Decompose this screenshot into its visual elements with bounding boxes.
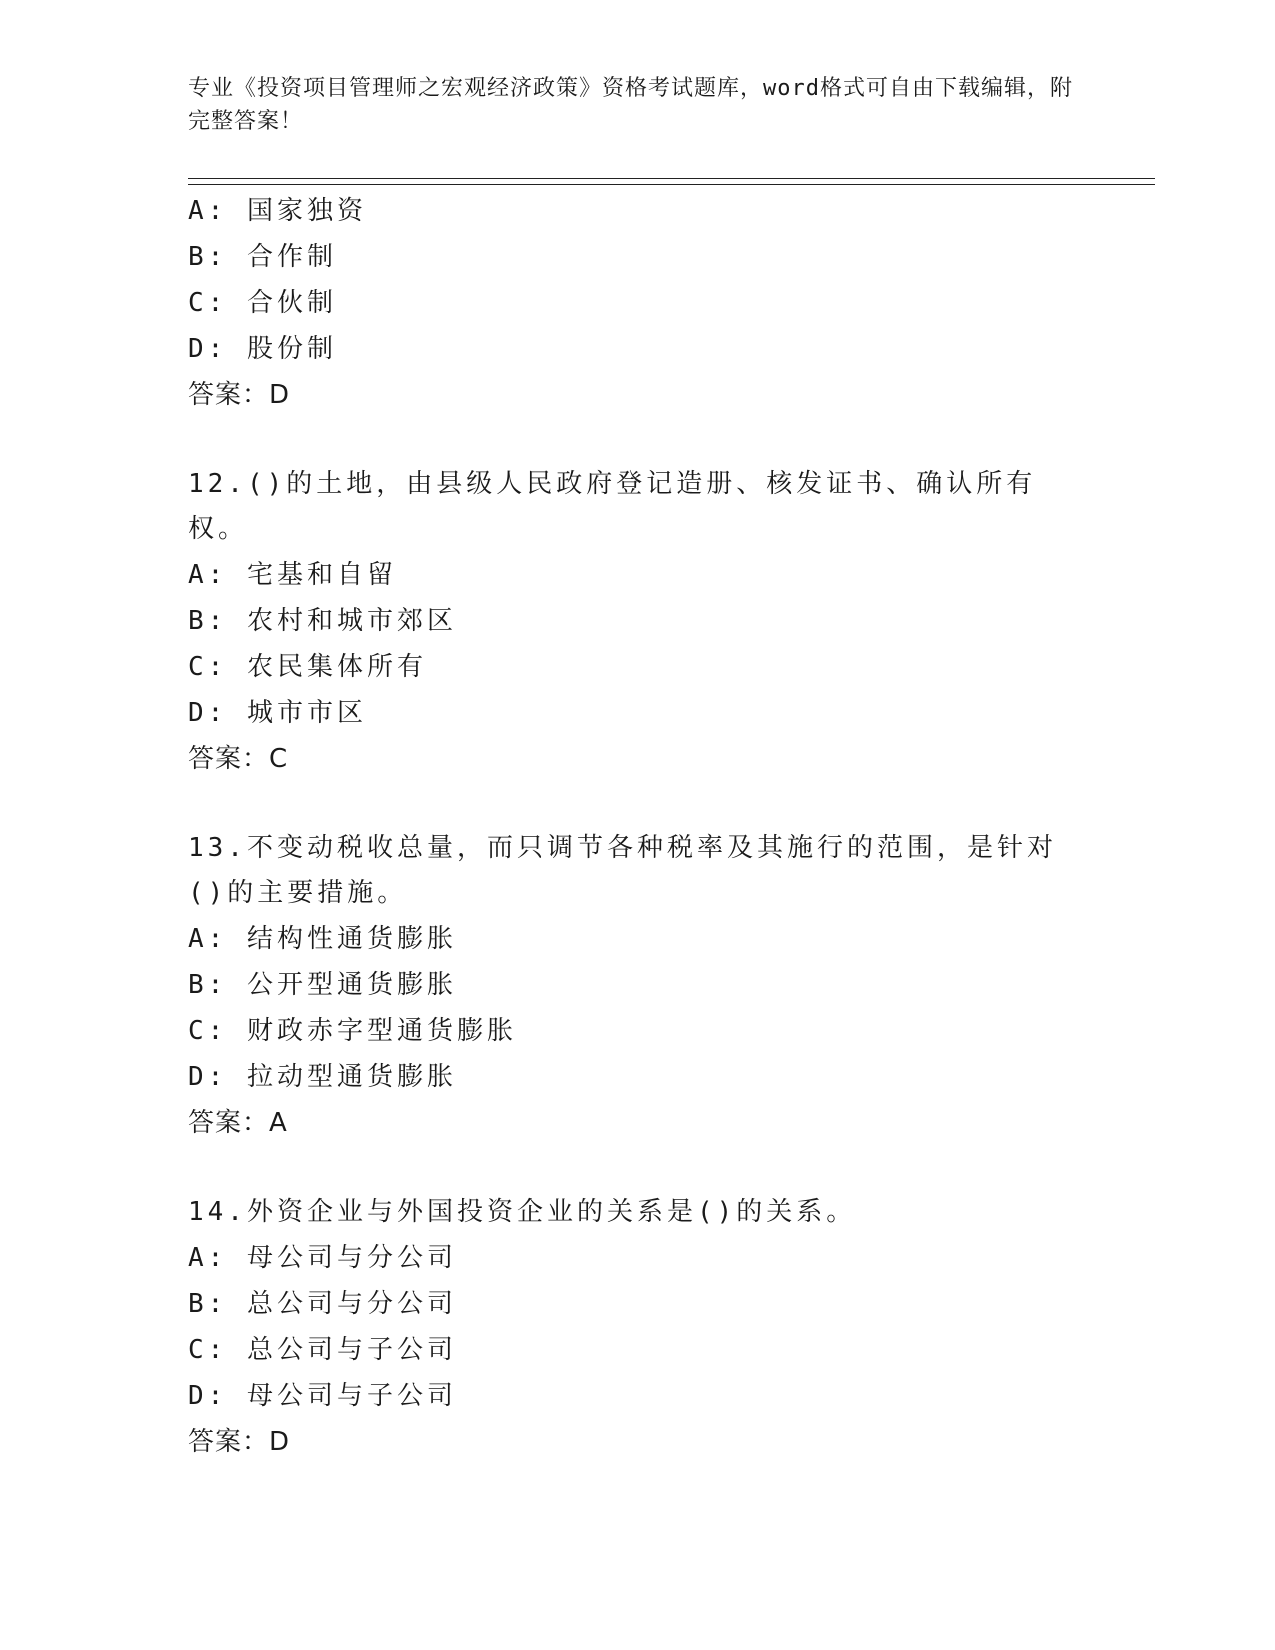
spacer xyxy=(188,782,1088,826)
header-divider xyxy=(188,178,1155,185)
option-a: A: 宅基和自留 xyxy=(188,560,397,590)
option-c: C: 农民集体所有 xyxy=(188,652,427,682)
option-b: B: 公开型通货膨胀 xyxy=(188,970,457,1000)
question-block-14 xyxy=(188,1190,1088,1465)
option-b: B: 农村和城市郊区 xyxy=(188,606,457,636)
spacer xyxy=(188,1146,1088,1190)
question-block-12 xyxy=(188,462,1088,782)
question-block-13 xyxy=(188,826,1088,1146)
question-list xyxy=(188,188,1088,1465)
option-d: D: 拉动型通货膨胀 xyxy=(188,1062,457,1092)
spacer xyxy=(188,418,1088,462)
option-a: A: 母公司与分公司 xyxy=(188,1243,457,1273)
option-b: B: 合作制 xyxy=(188,242,337,272)
option-d: D: 股份制 xyxy=(188,334,337,364)
option-b: B: 总公司与分公司 xyxy=(188,1289,457,1319)
option-c: C: 财政赤字型通货膨胀 xyxy=(188,1016,517,1046)
question-block-11 xyxy=(188,188,1088,418)
answer-line: 答案：C xyxy=(188,744,289,774)
answer-line: 答案：A xyxy=(188,1108,288,1138)
option-c: C: 合伙制 xyxy=(188,288,337,318)
option-a: A: 结构性通货膨胀 xyxy=(188,924,457,954)
question-text: 12.()的土地，由县级人民政府登记造册、核发证书、确认所有权。 xyxy=(188,469,1037,544)
option-d: D: 城市市区 xyxy=(188,698,367,728)
option-a: A: 国家独资 xyxy=(188,196,367,226)
question-text: 13.不变动税收总量，而只调节各种税率及其施行的范围，是针对()的主要措施。 xyxy=(188,833,1057,908)
option-d: D: 母公司与子公司 xyxy=(188,1381,457,1411)
option-c: C: 总公司与子公司 xyxy=(188,1335,457,1365)
document-header: 专业《投资项目管理师之宏观经济政策》资格考试题库，word格式可自由下载编辑，附完整答案！ xyxy=(188,76,1073,134)
question-text: 14.外资企业与外国投资企业的关系是()的关系。 xyxy=(188,1197,857,1227)
answer-line: 答案：D xyxy=(188,1427,291,1457)
answer-line: 答案：D xyxy=(188,380,291,410)
